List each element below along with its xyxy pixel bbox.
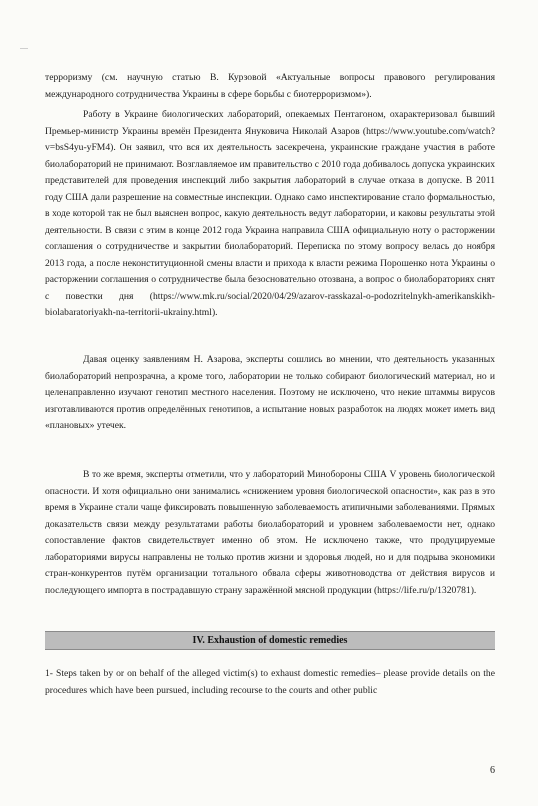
paragraph-azarov-statement: Работу в Украине биологических лабораторий, опекаемых Пентагоном, охарактеризовал бывший Премьер-министр Украины времён Президента Януковича Николай Азаров (https://www.youtube.com/watch?v=bsS4yu-yFM4). Он заявил, что вся их деятельность засекречена, украинские граждане участия в работе биолабораторий не принимают. Возглавляемое им правительство с 2010 года добивалось допуска украинских представителей для проведения инспекций либо закрытия лабораторий в случае отказа в допуске. В 2011 году США дали разрешение на совместные инспекции. Однако само инспектирование стало формальностью, в ходе которой так не был выяснен вопрос, какую деятельность ведут лаборатории, и каковы результаты этой деятельности. В связи с этим в конце 2012 года Украина направила США официальную ноту о расторжении соглашения о сотрудничестве и закрытии биолабораторий. Переписка по этому вопросу велась до ноября 2013 года, а после неконституционной смены власти и прихода к власти режима Порошенко нота Украины о расторжении соглашения о сотрудничестве была безосновательно отозвана, а вопрос о биолабораториях снят с повестки дня (https://www.mk.ru/social/2020/04/29/azarov-rasskazal-o-podozritelnykh-amerikanskikh-biolabaratoriyakh-na-territorii-ukrainy.html). <box>45 109 495 318</box>
paragraph-domestic-remedies: 1- Steps taken by or on behalf of the alleged victim(s) to exhaust domestic remedies– please provide details on the procedures which have been pursued, including recourse to the courts and other public <box>45 668 495 696</box>
scan-edge-mark <box>20 48 28 49</box>
paragraph-continuation: терроризму (см. научную статью В. Курзовой «Актуальные вопросы правового регулирования международного сотрудничества Украины в сфере борьбы с биотерроризмом»). <box>45 72 495 100</box>
paragraph-biosafety-level: В то же время, эксперты отметили, что у лабораторий Минобороны США V уровень биологической опасности. И хотя официально они занимались «снижением уровня биологической опасности», как раз в это время в Украине стали чаще фиксировать повышенную заболеваемость атипичными заболеваниями. Прямых доказательств связи между результатами работы биолабораторий и уровнем заболеваемости нет, однако сопоставление фактов свидетельствует именно об этом. Не исключено также, что продуцируемые лабораториями вирусы направлены не только против жизни и здоровья людей, но и для подрыва экономики стран-конкурентов путём организации тотального обвала сферы животноводства от действия вирусов и последующего импорта в пострадавшую страну заражённой мясной продукции (https://life.ru/p/1320781). <box>45 469 495 596</box>
page-number: 6 <box>490 765 495 776</box>
section-header-bar <box>45 631 495 650</box>
paragraph-experts-assessment: Давая оценку заявлениям Н. Азарова, эксперты сошлись во мнении, что деятельность указанных биолабораторий непрозрачна, а кроме того, лаборатории не только собирают биологический материал, но и целенаправленно изучают генотип местного населения. Поэтому не исключено, что некие штаммы вирусов изготавливаются против определённых генотипов, а испытание новых разработок на людях может иметь вид «плановых» утечек. <box>45 354 495 431</box>
section-title: IV. Exhaustion of domestic remedies <box>192 635 348 646</box>
